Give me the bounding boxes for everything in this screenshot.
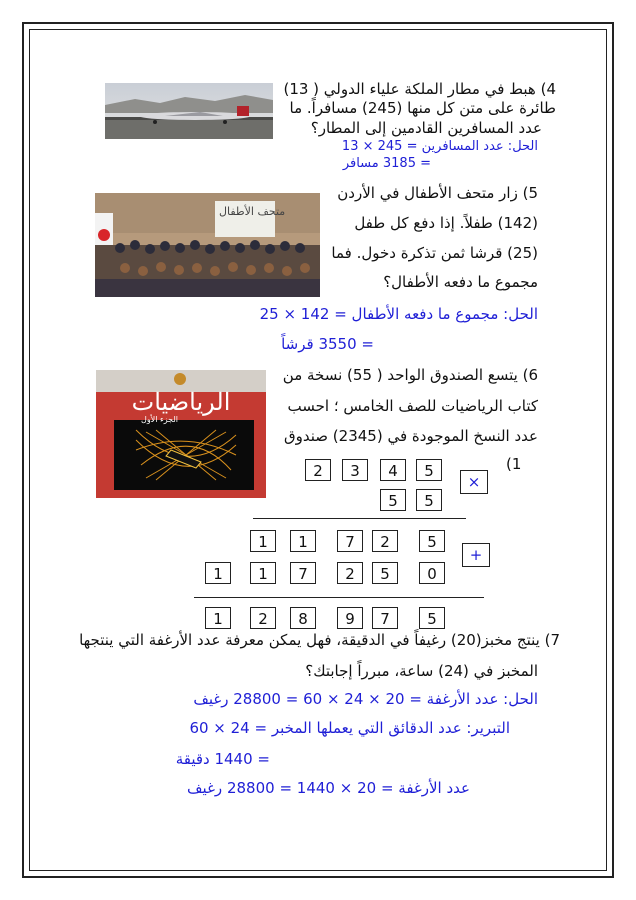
digit-box: 5: [419, 530, 445, 552]
digit-box: 2: [305, 459, 331, 481]
digit-box: 2: [337, 562, 363, 584]
q5-solution-2: = 3550 قرشاً: [281, 335, 374, 353]
digit-box: 7: [290, 562, 316, 584]
q4-line2: طائرة على متن كل منها (245) مسافراً. ما: [289, 99, 556, 117]
q4-solution-2: = 3185 مسافر: [342, 156, 431, 171]
result-digit: 5: [419, 607, 445, 629]
q5-line1: 5) زار متحف الأطفال في الأردن: [337, 184, 538, 202]
divider-line: [194, 597, 484, 598]
math-book-photo: [96, 370, 266, 498]
q4-line3: عدد المسافرين القادمين إلى المطار؟: [310, 119, 542, 137]
result-digit: 7: [372, 607, 398, 629]
q7-line2: المخبز في (24) ساعة، مبرراً إجابتك؟: [305, 662, 538, 680]
childrens-museum-photo: [95, 193, 320, 297]
q7-solution-2: التبرير: عدد الدقائق التي يعملها المخبر = 24 × 60: [189, 719, 510, 737]
q5-solution-1: الحل: مجموع ما دفعه الأطفال = 142 × 25: [259, 305, 538, 323]
divider-line: [253, 518, 466, 519]
q5-line3: (25) قرشا ثمن تذكرة دخول. فما: [331, 244, 538, 262]
result-digit: 1: [205, 607, 231, 629]
q4-solution-1: الحل: عدد المسافرين = 245 × 13: [341, 139, 538, 154]
q6-line1: 6) يتسع الصندوق الواحد ( 55) نسخة من: [282, 366, 538, 384]
q7-solution-4: عدد الأرغفة = 20 × 1440 = 28800 رغيف: [187, 779, 470, 797]
q5-line2: (142) طفلاً. إذا دفع كل طفل: [354, 214, 538, 232]
digit-box: 0: [419, 562, 445, 584]
digit-box: 1: [250, 562, 276, 584]
result-digit: 8: [290, 607, 316, 629]
q4-line1: 4) هبط في مطار الملكة علياء الدولي ( 13): [283, 80, 556, 98]
digit-box: 4: [380, 459, 406, 481]
q7-solution-3: = 1440 دقيقة: [175, 750, 270, 768]
digit-box: 1: [205, 562, 231, 584]
digit-box: 5: [380, 489, 406, 511]
museum-sign: متحف الأطفال: [219, 205, 286, 218]
carry-label: 1): [506, 455, 522, 473]
digit-box: 1: [290, 530, 316, 552]
airport-photo: [105, 83, 273, 139]
plus-sign: +: [462, 543, 490, 567]
book-title: الرياضيات: [131, 388, 231, 416]
digit-box: 5: [372, 562, 398, 584]
q6-line2: كتاب الرياضيات للصف الخامس ؛ احسب: [287, 397, 538, 415]
digit-box: 1: [250, 530, 276, 552]
result-digit: 9: [337, 607, 363, 629]
book-subtitle: الجزء الأول: [141, 415, 179, 424]
times-sign: ×: [460, 470, 488, 494]
result-digit: 2: [250, 607, 276, 629]
q7-solution-1: الحل: عدد الأرغفة = 20 × 24 × 60 = 28800 رغيف: [193, 690, 538, 708]
digit-box: 7: [337, 530, 363, 552]
digit-box: 5: [416, 489, 442, 511]
digit-box: 2: [372, 530, 398, 552]
q6-line3: عدد النسخ الموجودة في (2345) صندوق: [284, 427, 538, 445]
digit-box: 5: [416, 459, 442, 481]
digit-box: 3: [342, 459, 368, 481]
q5-line4: مجموع ما دفعه الأطفال؟: [383, 273, 538, 291]
q7-line1: 7) ينتج مخبز(20) رغيفاً في الدقيقة، فهل يمكن معرفة عدد الأرغفة التي ينتجها: [79, 631, 560, 649]
